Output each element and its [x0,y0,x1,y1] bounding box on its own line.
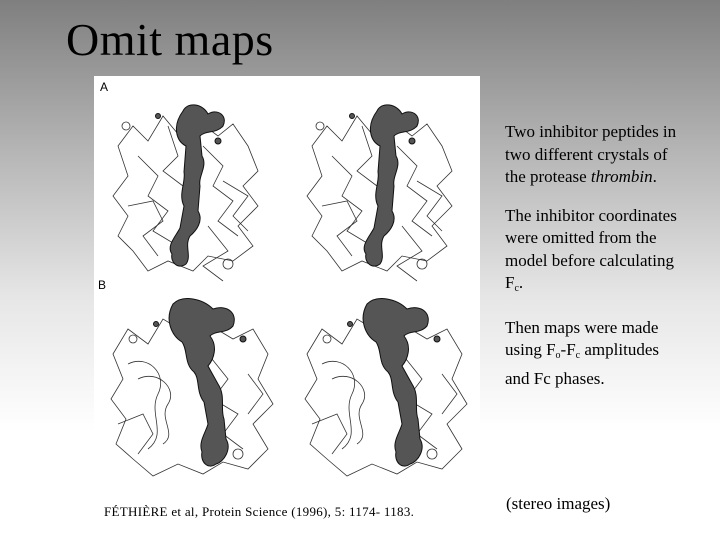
description-paragraph-2: The inhibitor coordinates were omitted from the model before calculating $F_c$. [505,205,677,294]
figure-citation: FÉTHIÈRE et al, Protein Science (1996), 5: 1174- 1183. [104,504,415,519]
panel-b-left-image [111,299,273,476]
slide-title: Omit maps [66,14,274,65]
panel-a-right-image [307,105,452,281]
stereo-images-note: (stereo images) [506,494,611,513]
description-text [505,121,680,406]
panel-b-label: B [98,278,107,292]
stereo-figure [94,76,480,486]
panel-a-left-image [113,105,258,281]
panel-a-label: A [100,80,109,94]
description-paragraph-3: Then maps were made using $F_o-F_c$ amplitudes and Fc phases. [505,317,659,388]
description-paragraph-1: Two inhibitor peptides in two different crystals of the protease thrombin. [505,122,677,186]
electron-density-images [94,76,480,486]
panel-b-right-image [305,299,467,476]
